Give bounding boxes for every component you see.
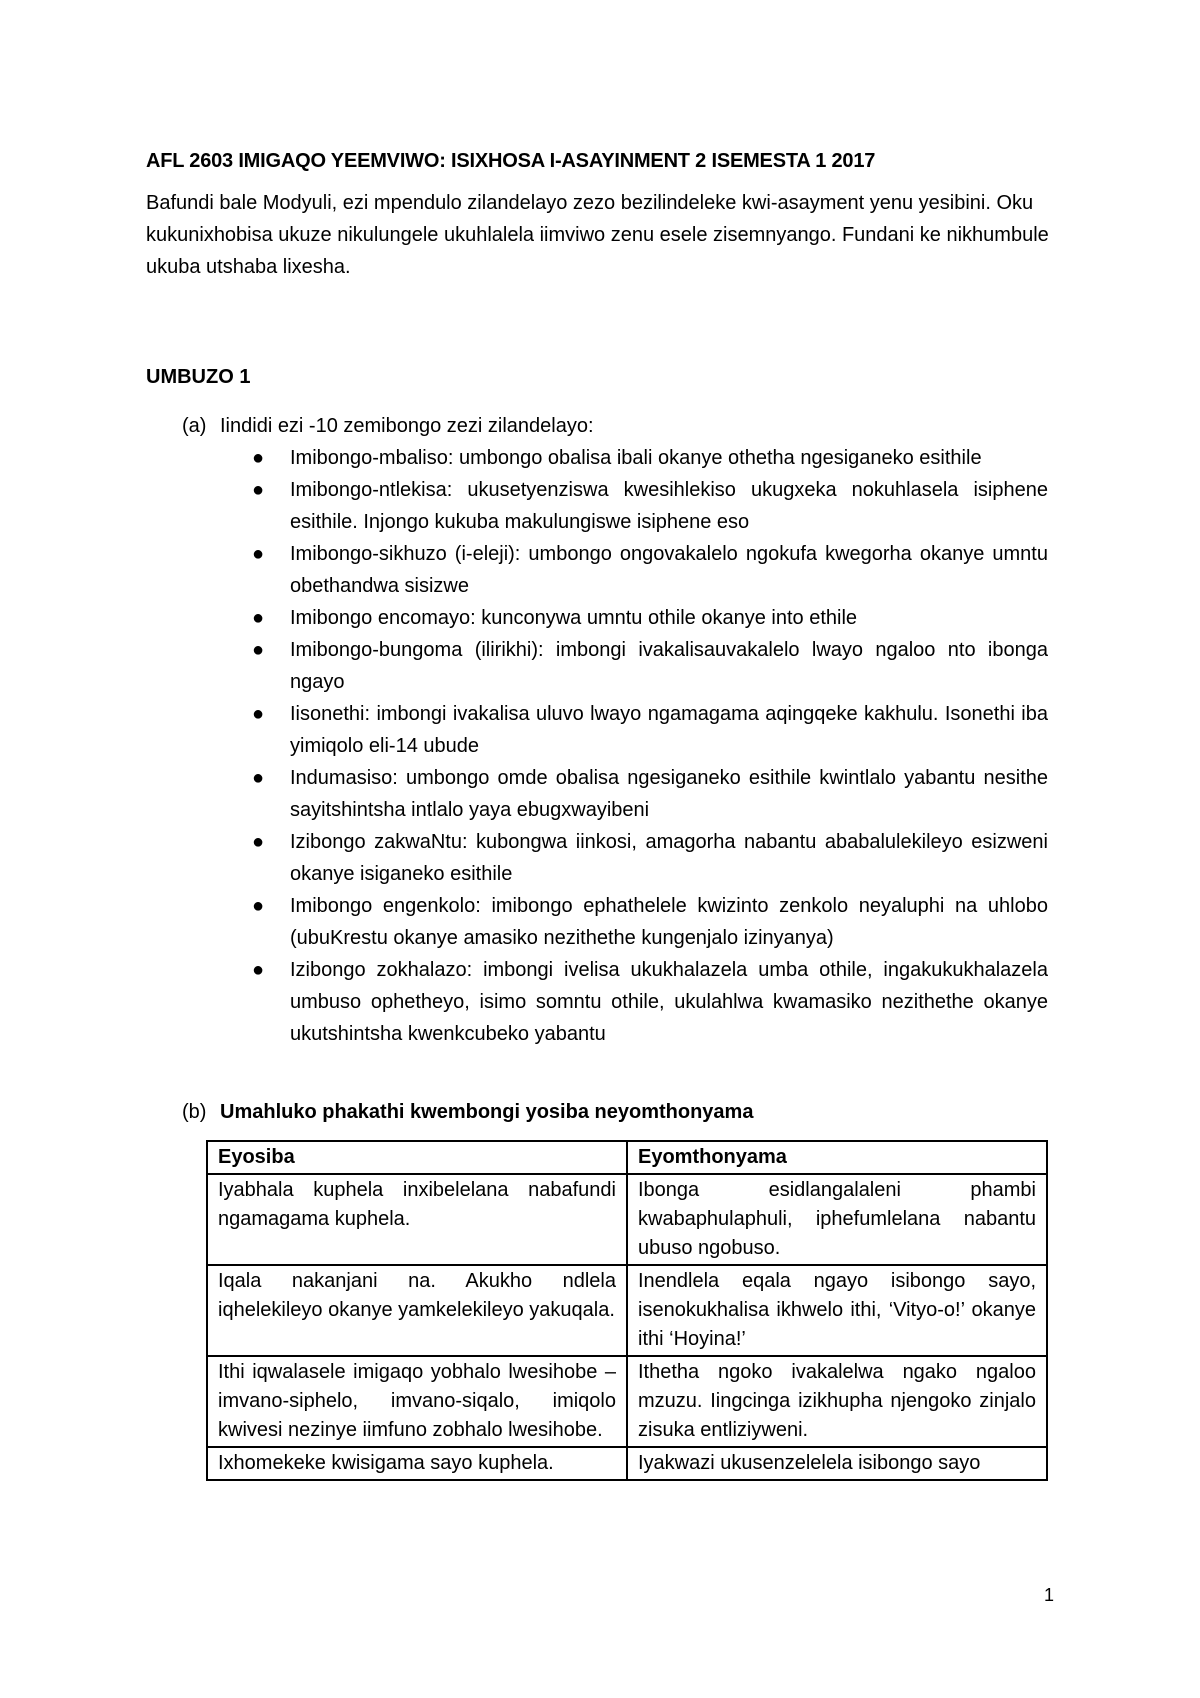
list-item: ● Imibongo-mbaliso: umbongo obalisa ibali okanye othetha ngesiganeko esithile: [290, 442, 1052, 474]
list-item: ● Imibongo-bungoma (ilirikhi): imbongi ivakalisauvakalelo lwayo ngaloo nto ibonga ngayo: [290, 634, 1052, 698]
table-cell: Iyakwazi ukusenzelelela isibongo sayo: [627, 1447, 1047, 1480]
list-item: ● Iisonethi: imbongi ivakalisa uluvo lwayo ngamagama aqingqeke kakhulu. Isonethi iba yimiqolo eli-14 ubude: [290, 698, 1052, 762]
bullet-icon: ●: [252, 607, 265, 629]
table-cell: Ithi iqwalasele imigaqo yobhalo lwesihobe – imvano-siphelo, imvano-siqalo, imiqolo kwivesi nezinye iimfuno zobhalo lwesihobe.: [207, 1356, 627, 1447]
bullet-icon: ●: [252, 639, 265, 661]
part-b-text: Umahluko phakathi kwembongi yosiba neyomthonyama: [220, 1101, 754, 1123]
list-item: ● Izibongo zakwaNtu: kubongwa iinkosi, amagorha nabantu ababalulekileyo esizweni okanye isiganeko esithile: [290, 826, 1052, 890]
bullet-icon: ●: [252, 895, 265, 917]
table-header-row: [207, 1141, 1047, 1174]
bullet-icon: ●: [252, 479, 265, 501]
table-cell: Ixhomekeke kwisigama sayo kuphela.: [207, 1447, 627, 1480]
bullet-icon: ●: [252, 447, 265, 469]
table-row: [207, 1447, 1047, 1480]
list-item: ● Izibongo zokhalazo: imbongi ivelisa ukukhalazela umba othile, ingakukukhalazela umbuso ophetheyo, isimo somntu othile, ukulahlwa kwamasiko nezithethe okanye ukutshintsha kwenkcubeko yabantu: [290, 954, 1052, 1050]
intro-paragraph: Bafundi bale Modyuli, ezi mpendulo zilandelayo zezo bezilindeleke kwi-asayment yenu yesibini. Oku kukunixhobisa ukuze nikulungele ukuhlalela iimviwo zenu esele zisemnyango. Fundani ke nikhumbule ukuba utshaba lixesha.: [146, 192, 1049, 278]
bullet-icon: ●: [252, 543, 265, 565]
part-a-text: Iindidi ezi -10 zemibongo zezi zilandelayo:: [220, 415, 594, 437]
table-cell: Ithetha ngoko ivakalelwa ngako ngaloo mzuzu. Iingcinga izikhupha njengoko zinjalo zisuka entliziyweni.: [627, 1356, 1047, 1447]
table-cell: Iqala nakanjani na. Akukho ndlela iqhelekileyo okanye yamkelekileyo yakuqala.: [207, 1265, 627, 1356]
list-item: ● Imibongo-ntlekisa: ukusetyenziswa kwesihlekiso ukugxeka nokuhlasela isiphene esithile. Injongo kukuba makulungiswe isiphene eso: [290, 474, 1052, 538]
table-row: [207, 1174, 1047, 1265]
bullet-icon: ●: [252, 831, 265, 853]
bullet-icon: ●: [252, 767, 265, 789]
list-item: ● Indumasiso: umbongo omde obalisa ngesiganeko esithile kwintlalo yabantu nesithe sayitshintsha intlalo yaya ebugxwayibeni: [290, 762, 1052, 826]
part-a-heading: [146, 410, 1052, 442]
table-row: [207, 1356, 1047, 1447]
part-b-label: (b): [182, 1101, 207, 1123]
list-item: ● Imibongo engenkolo: imibongo ephathelele kwizinto zenkolo neyaluphi na uhlobo (ubuKrestu okanye amasiko nezithethe kungenjalo izinyanya): [290, 890, 1052, 954]
list-item: ● Imibongo encomayo: kunconywa umntu othile okanye into ethile: [290, 602, 1052, 634]
page-number: 1: [1044, 1585, 1055, 1605]
part-a-label: (a): [182, 415, 207, 437]
document-page: [146, 138, 1052, 1481]
table-cell: Ibonga esidlangalaleni phambi kwabaphulaphuli, iphefumlelana nabantu ubuso ngobuso.: [627, 1174, 1047, 1265]
poem-types-list: [146, 442, 1052, 1050]
bullet-icon: ●: [252, 703, 265, 725]
table-cell: Inendlela eqala ngayo isibongo sayo, isenokukhalisa ikhwelo ithi, ‘Vityo-o!’ okanye ithi ‘Hoyina!’: [627, 1265, 1047, 1356]
list-item: ● Imibongo-sikhuzo (i-eleji): umbongo ongovakalelo ngokufa kwegorha okanye umntu obethandwa sisizwe: [290, 538, 1052, 602]
part-b-heading: [146, 1096, 1052, 1128]
bullet-icon: ●: [252, 959, 265, 981]
table-cell: Iyabhala kuphela inxibelelana nabafundi ngamagama kuphela.: [207, 1174, 627, 1265]
table-row: [207, 1265, 1047, 1356]
column-header: Eyosiba: [207, 1141, 627, 1174]
column-header: Eyomthonyama: [627, 1141, 1047, 1174]
question-heading: UMBUZO 1: [146, 366, 251, 388]
comparison-table: [206, 1140, 1048, 1481]
document-title: AFL 2603 IMIGAQO YEEMVIWO: ISIXHOSA I-ASAYINMENT 2 ISEMESTA 1 2017: [146, 150, 876, 172]
